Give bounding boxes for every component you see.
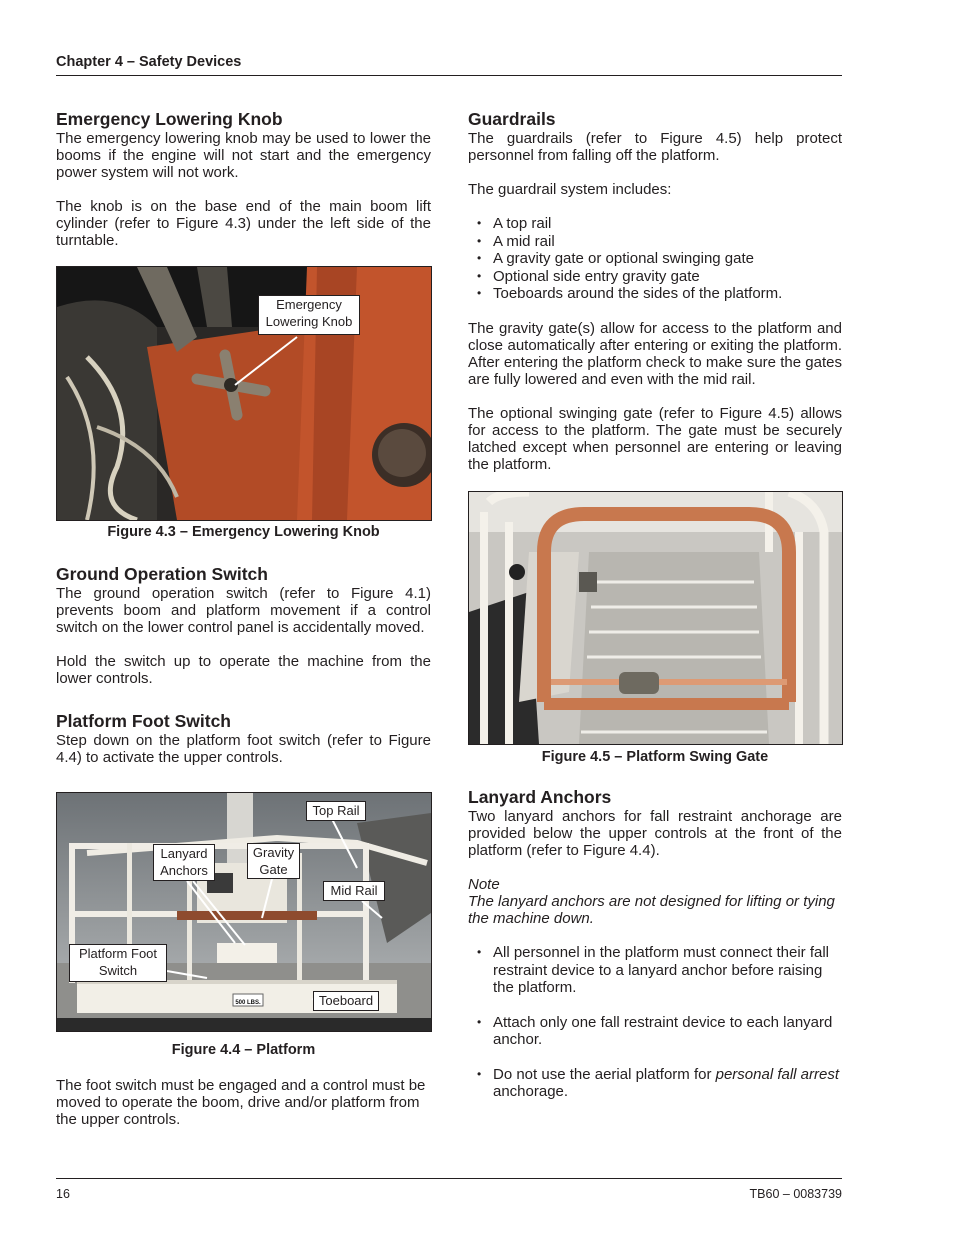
paragraph: The emergency lowering knob may be used to lower the booms if the engine will not start and the emergency power system will not work. bbox=[56, 130, 431, 181]
callout-mid-rail: Mid Rail bbox=[323, 881, 385, 901]
section-heading: Guardrails bbox=[468, 109, 556, 129]
swing-gate-photo bbox=[469, 492, 842, 744]
paragraph: Step down on the platform foot switch (refer to Figure 4.4) to activate the upper controls. bbox=[56, 732, 431, 766]
page-number: 16 bbox=[56, 1187, 70, 1201]
callout-line: Platform Foot bbox=[78, 946, 158, 961]
list-item: • All personnel in the platform must connect their fall restraint device to a lanyard anchor before raising the platform. bbox=[468, 944, 842, 997]
section-emergency-lowering-knob bbox=[56, 109, 431, 249]
list-item bbox=[468, 1066, 842, 1101]
list-item: • A mid rail bbox=[468, 233, 842, 251]
list-item: • Optional side entry gravity gate bbox=[468, 268, 842, 286]
lanyard-rules-list bbox=[468, 944, 842, 997]
callout-line: Lanyard bbox=[160, 846, 208, 861]
footer-rule bbox=[56, 1178, 842, 1179]
bullet-text: anchorage. bbox=[493, 1083, 569, 1100]
figure-caption: Figure 4.3 – Emergency Lowering Knob bbox=[107, 524, 380, 540]
capacity-plate-text: 500 LBS. bbox=[235, 1000, 261, 1006]
paragraph: The ground operation switch (refer to Figure 4.1) prevents boom and platform movement if a control switch on the lower control panel is accidentally moved. bbox=[56, 585, 431, 636]
figure-emergency-lowering-knob bbox=[56, 266, 432, 521]
section-heading: Ground Operation Switch bbox=[56, 564, 268, 584]
callout-gravity-gate bbox=[247, 843, 300, 879]
list-item: • A gravity gate or optional swinging gate bbox=[468, 250, 842, 268]
callout-line: Switch bbox=[98, 963, 138, 978]
header-rule bbox=[56, 75, 842, 76]
paragraph: The optional swinging gate (refer to Figure 4.5) allows for access to the platform. The gate must be securely latched except when personnel are entering or leaving the platform. bbox=[468, 404, 842, 473]
list-item: • Toeboards around the sides of the platform. bbox=[468, 285, 842, 303]
figure-caption: Figure 4.5 – Platform Swing Gate bbox=[541, 749, 769, 765]
lanyard-rules-list bbox=[468, 1014, 842, 1049]
paragraph: The foot switch must be engaged and a control must be moved to operate the boom, drive and/or platform from the upper controls. bbox=[56, 1077, 426, 1128]
lanyard-rules-list bbox=[468, 1066, 842, 1101]
list-item: • A top rail bbox=[468, 215, 842, 233]
section-heading: Platform Foot Switch bbox=[56, 711, 231, 731]
section-foot-switch-note bbox=[56, 1077, 431, 1128]
section-guardrails bbox=[468, 109, 842, 473]
callout-line: Lowering Knob bbox=[265, 314, 353, 329]
note-text: The lanyard anchors are not designed for lifting or tying the machine down. bbox=[468, 893, 835, 927]
figure-caption: Figure 4.4 – Platform bbox=[171, 1042, 316, 1058]
document-id: TB60 – 0083739 bbox=[749, 1187, 842, 1201]
paragraph: The knob is on the base end of the main boom lift cylinder (refer to Figure 4.3) under the left side of the turntable. bbox=[56, 198, 431, 249]
callout-line: Anchors bbox=[160, 863, 208, 878]
chapter-header: Chapter 4 – Safety Devices bbox=[56, 54, 242, 70]
paragraph: The gravity gate(s) allow for access to the platform and close automatically after entering or exiting the platform. After entering the platform check to make sure the gates are fully lowered and even with the mid rail. bbox=[468, 319, 842, 388]
paragraph: Two lanyard anchors for fall restraint anchorage are provided below the upper controls at the front of the platform (refer to Figure 4.4). bbox=[468, 808, 842, 859]
section-lanyard-anchors bbox=[468, 787, 842, 1101]
bullet-emphasis: personal fall arrest bbox=[715, 1065, 840, 1083]
note-label: Note bbox=[468, 876, 500, 893]
paragraph: The guardrail system includes: bbox=[468, 181, 672, 198]
bullet-text: Do not use the aerial platform for bbox=[493, 1065, 716, 1083]
callout-line: Gravity bbox=[252, 845, 295, 860]
callout-emergency-lowering-knob bbox=[258, 295, 360, 335]
figure-platform bbox=[56, 792, 432, 1032]
callout-line: Gate bbox=[259, 862, 288, 877]
paragraph: Hold the switch up to operate the machine from the lower controls. bbox=[56, 653, 431, 687]
callout-toeboard: Toeboard bbox=[313, 991, 379, 1011]
knob-photo bbox=[57, 267, 431, 520]
figure-platform-swing-gate bbox=[468, 491, 843, 745]
section-ground-operation-switch bbox=[56, 564, 431, 687]
paragraph: The guardrails (refer to Figure 4.5) help protect personnel from falling off the platform. bbox=[468, 130, 842, 164]
callout-top-rail: Top Rail bbox=[306, 801, 366, 821]
section-heading: Emergency Lowering Knob bbox=[56, 109, 283, 129]
list-item: • Attach only one fall restraint device to each lanyard anchor. bbox=[468, 1014, 842, 1049]
callout-line: Emergency bbox=[276, 297, 342, 312]
section-platform-foot-switch bbox=[56, 711, 431, 766]
callout-platform-foot-switch bbox=[69, 944, 167, 982]
section-heading: Lanyard Anchors bbox=[468, 787, 612, 807]
callout-lanyard-anchors bbox=[153, 844, 215, 881]
guardrail-list bbox=[468, 215, 842, 303]
